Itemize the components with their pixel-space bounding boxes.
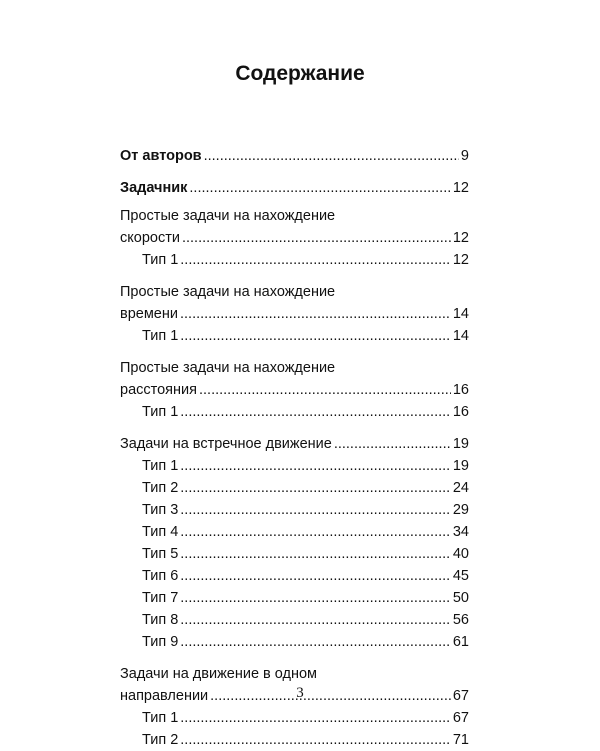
toc-page-number: 40 xyxy=(452,546,469,562)
table-of-contents xyxy=(120,145,469,751)
toc-entry-label: Задачник xyxy=(120,180,188,196)
toc-page-number: 12 xyxy=(452,180,469,196)
toc-page-number: 67 xyxy=(452,688,469,704)
toc-page-number: 71 xyxy=(452,732,469,748)
dot-leader xyxy=(180,543,451,565)
toc-entry-distance[interactable] xyxy=(120,379,469,401)
toc-entry-label: Тип 7 xyxy=(142,590,179,606)
toc-entry-type[interactable] xyxy=(120,401,469,423)
toc-entry-label: Тип 4 xyxy=(142,524,179,540)
toc-heading-distance: Простые задачи на нахождение xyxy=(120,360,336,376)
toc-entry-type[interactable] xyxy=(120,729,469,751)
toc-entry-label: Тип 2 xyxy=(142,732,179,748)
toc-entry-type[interactable] xyxy=(120,521,469,543)
toc-entry-type[interactable] xyxy=(120,499,469,521)
toc-page-number: 16 xyxy=(452,382,469,398)
toc-entry-label: Задачи на встречное движение xyxy=(120,436,332,452)
dot-leader xyxy=(180,325,451,347)
dot-leader xyxy=(180,609,451,631)
toc-heading-time: Простые задачи на нахождение xyxy=(120,284,336,300)
toc-page-number: 24 xyxy=(452,480,469,496)
toc-page-number: 16 xyxy=(452,404,469,420)
toc-page-number: 12 xyxy=(452,252,469,268)
dot-leader xyxy=(182,227,451,249)
toc-entry-type[interactable] xyxy=(120,249,469,271)
toc-page-number: 61 xyxy=(452,634,469,650)
toc-entry-label: Тип 9 xyxy=(142,634,179,650)
toc-entry-label: От авторов xyxy=(120,148,202,164)
dot-leader xyxy=(180,455,451,477)
dot-leader xyxy=(180,303,451,325)
dot-leader xyxy=(180,477,451,499)
dot-leader xyxy=(180,565,451,587)
toc-page-number: 45 xyxy=(452,568,469,584)
toc-page-number: 14 xyxy=(452,306,469,322)
dot-leader xyxy=(204,145,459,167)
toc-entry-type[interactable] xyxy=(120,587,469,609)
toc-entry-label: Тип 1 xyxy=(142,458,179,474)
toc-entry-type[interactable] xyxy=(120,707,469,729)
dot-leader xyxy=(180,521,451,543)
toc-entry-label: Тип 6 xyxy=(142,568,179,584)
toc-entry-speed[interactable] xyxy=(120,227,469,249)
dot-leader xyxy=(189,177,450,199)
toc-page-number: 9 xyxy=(460,148,469,164)
toc-entry-label: Тип 1 xyxy=(142,328,179,344)
toc-entry-label: расстояния xyxy=(120,382,197,398)
dot-leader xyxy=(180,631,451,653)
toc-entry-label: Тип 1 xyxy=(142,710,179,726)
dot-leader xyxy=(180,401,451,423)
toc-entry-label: направлении xyxy=(120,688,209,704)
toc-entry-label: скорости xyxy=(120,230,180,246)
toc-entry-type[interactable] xyxy=(120,631,469,653)
dot-leader xyxy=(180,587,451,609)
toc-entry-type[interactable] xyxy=(120,455,469,477)
toc-entry-type[interactable] xyxy=(120,609,469,631)
toc-page-number: 19 xyxy=(452,458,469,474)
page-number: 3 xyxy=(296,685,304,701)
dot-leader xyxy=(180,499,451,521)
toc-page-number: 50 xyxy=(452,590,469,606)
toc-page-number: 56 xyxy=(452,612,469,628)
toc-entry-label: Тип 2 xyxy=(142,480,179,496)
toc-entry-problem-book[interactable] xyxy=(120,177,469,199)
toc-entry-from-authors[interactable] xyxy=(120,145,469,167)
toc-page-number: 19 xyxy=(452,436,469,452)
toc-entry-type[interactable] xyxy=(120,543,469,565)
toc-entry-label: Тип 8 xyxy=(142,612,179,628)
toc-entry-type[interactable] xyxy=(120,565,469,587)
toc-entry-label: Тип 1 xyxy=(142,252,179,268)
toc-page-number: 29 xyxy=(452,502,469,518)
toc-page-number: 14 xyxy=(452,328,469,344)
toc-page-number: 34 xyxy=(452,524,469,540)
dot-leader xyxy=(334,433,451,455)
toc-page-number: 67 xyxy=(452,710,469,726)
toc-page-number: 12 xyxy=(452,230,469,246)
dot-leader xyxy=(180,707,451,729)
dot-leader xyxy=(180,249,451,271)
toc-entry-label: Тип 3 xyxy=(142,502,179,518)
toc-entry-oncoming[interactable] xyxy=(120,433,469,455)
toc-entry-label: Тип 1 xyxy=(142,404,179,420)
toc-entry-type[interactable] xyxy=(120,477,469,499)
toc-entry-type[interactable] xyxy=(120,325,469,347)
toc-heading-same-direction: Задачи на движение в одном xyxy=(120,666,318,682)
dot-leader xyxy=(180,729,451,751)
dot-leader xyxy=(199,379,451,401)
toc-entry-time[interactable] xyxy=(120,303,469,325)
toc-entry-label: времени xyxy=(120,306,178,322)
toc-entry-label: Тип 5 xyxy=(142,546,179,562)
page-title: Содержание xyxy=(235,62,365,85)
toc-heading-speed: Простые задачи на нахождение xyxy=(120,208,336,224)
